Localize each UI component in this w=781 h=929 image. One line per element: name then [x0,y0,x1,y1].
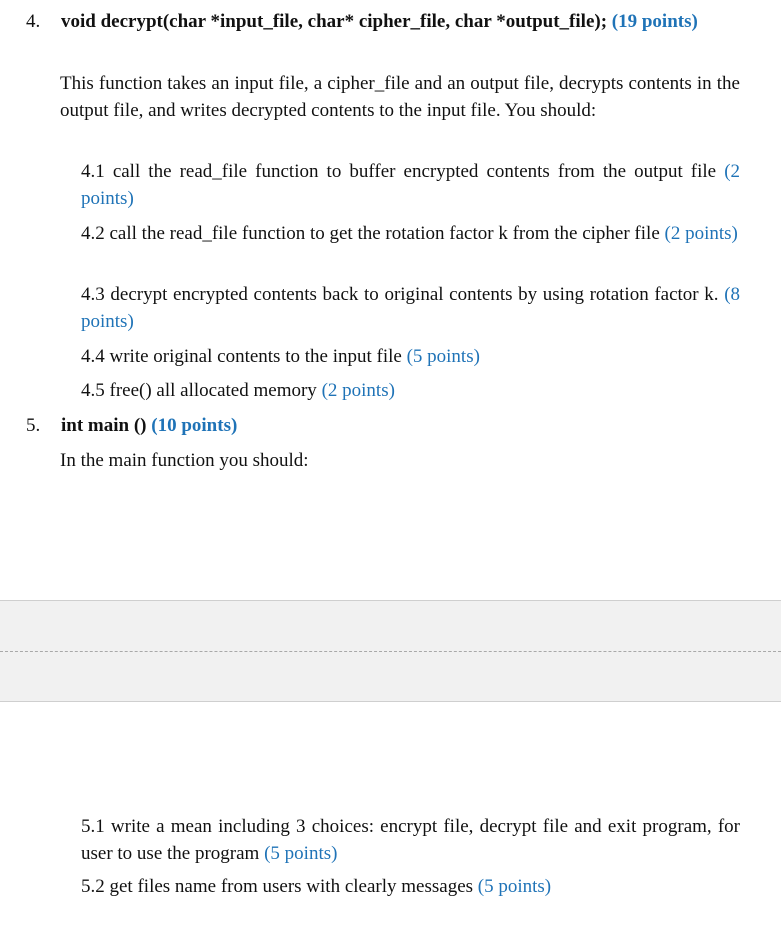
item-5-title-block [61,412,746,439]
subitem-points: (8 points) [81,284,741,332]
subitem-4-5 [81,377,740,404]
subitem-points: (2 points) [81,161,741,209]
subitem-text: 4.4 write original contents to the input file [81,346,402,367]
subitem-points: (2 points) [664,223,738,244]
item-5-points: (10 points) [151,415,238,436]
page-break [0,600,781,702]
subitem-4-4 [81,343,740,370]
item-5-heading [26,412,746,439]
subitem-points: (5 points) [264,843,338,864]
item-4-heading [26,8,746,35]
subitem-4-1 [81,158,740,212]
subitem-text: 4.5 free() all allocated memory [81,380,317,401]
item-5-description: In the main function you should: [60,450,309,471]
subitem-4-2 [81,220,740,247]
item-4-points: (19 points) [611,11,698,32]
subitem-text: 5.2 get files name from users with clearly messages [81,876,474,897]
item-5-title: int main () [61,415,147,436]
subitem-text: 4.3 decrypt encrypted contents back to original contents by using rotation factor k. [81,284,719,305]
subitem-4-3 [81,281,740,335]
subitem-text: 4.2 call the read_file function to get the rotation factor k from the cipher file [81,223,660,244]
subitem-points: (2 points) [321,380,395,401]
page-break-divider [0,651,781,652]
item-5-number: 5. [26,415,41,436]
item-4-number: 4. [26,11,41,32]
subitem-5-2 [81,873,740,900]
subitem-text: 5.1 write a mean including 3 choices: encrypt file, decrypt file and exit program, for user to use the program [81,816,740,864]
subitem-5-1 [81,813,740,867]
subitem-points: (5 points) [406,346,480,367]
item-4-title: void decrypt(char *input_file, char* cipher_file, char *output_file); [61,11,608,32]
item-4-title-block [61,8,746,35]
item-4-description: This function takes an input file, a cipher_file and an output file, decrypts contents in the output file, and writes decrypted contents to the input file. You should: [60,73,740,121]
subitem-text: 4.1 call the read_file function to buffer encrypted contents from the output file [81,161,717,182]
subitem-points: (5 points) [477,876,552,897]
